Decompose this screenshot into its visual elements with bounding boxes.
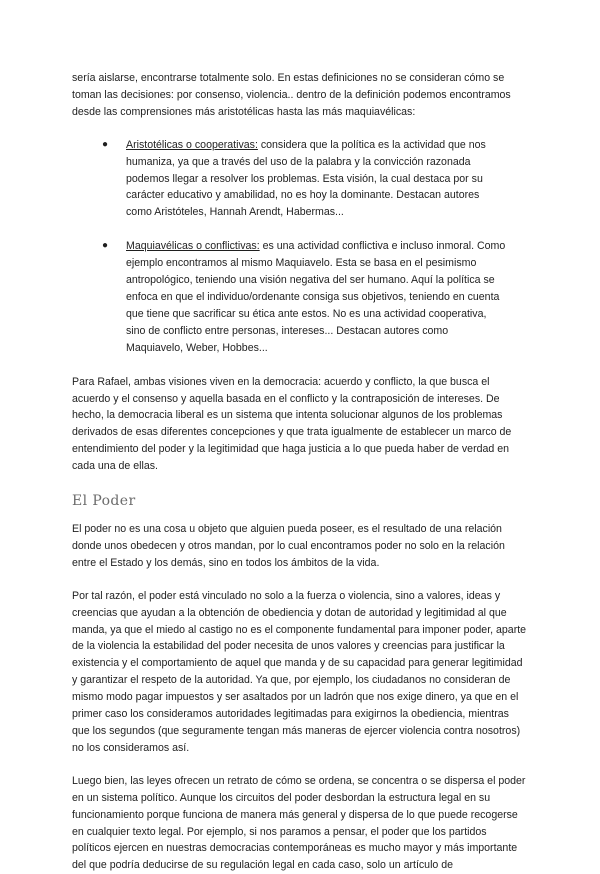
rafael-paragraph: Para Rafael, ambas visiones viven en la democracia: acuerdo y conflicto, la que busca el acuerdo y el consenso y aquella basada en el conflicto y la contraposición de intereses. De hecho, la democracia liberal es un sistema que intenta solucionar algunos de los problemas derivados de esas diferentes concepciones y que trata igualmente de establecer un marco de entendimiento del poder y la legitimidad que haga justicia a lo que pueda haber de verdad en cada una de ellas. xyxy=(72,375,512,473)
intro-paragraph: sería aislarse, encontrarse totalmente solo. En estas definiciones no se consideran cómo se toman las decisiones: por consenso, violencia.. dentro de la definición podemos encontramos desde las comprensiones más aristotélicas hasta las más maquiavélicas: xyxy=(72,72,511,118)
poder-paragraph-3: Luego bien, las leyes ofrecen un retrato de cómo se ordena, se concentra o se dispersa el poder en un sistema político. Aunque los circuitos del poder desbordan la estructura legal en su funcionamiento porque funciona de manera más general y dispersa de lo que puede recogerse en cualquier texto legal. Por ejemplo, si nos paramos a pensar, el poder que los partidos políticos ejercen en nuestras democracias contemporáneas es mucho mayor y más importante del que podría deducirse de su regulación legal en cada caso, solo un artículo de xyxy=(72,774,526,872)
definition-text: considera que la política es la actividad que nos humaniza, ya que a través del uso de la palabra y la convicción razonada podemos llegar a resolver los problemas. Esta visión, la cual destaca por su carácter educativo y amabilidad, no es hoy la dominante. Destacan autores como Aristóteles, Hannah Arendt, Habermas... xyxy=(126,138,486,219)
bullet-icon: ● xyxy=(102,138,109,150)
poder-paragraph-1: El poder no es una cosa u objeto que alguien pueda poseer, es el resultado de una relación donde unos obedecen y otros mandan, por lo cual encontramos poder no solo en la relación entre el Estado y los demás, sino en todos los ámbitos de la vida. xyxy=(72,523,505,569)
definition-term: Aristotélicas o cooperativas: xyxy=(126,138,258,151)
section-heading: El Poder xyxy=(72,493,136,510)
definitions-list xyxy=(72,137,528,357)
definition-aristotelicas xyxy=(100,137,528,222)
definition-text: es una actividad conflictiva e incluso inmoral. Como ejemplo encontramos al mismo Maquiavelo. Esta se basa en el pesimismo antropológico, teniendo una visión negativa del ser humano. Aquí la política se enfoca en que el individuo/ordenante consiga sus objetivos, teniendo en cuenta que tiene que sacrificar su ética ante estos. No es una actividad cooperativa, sino de conflicto entre personas, intereses... Destacan autores como Maquiavelo, Weber, Hobbes... xyxy=(126,240,506,354)
definition-term: Maquiavélicas o conflictivas: xyxy=(126,240,260,253)
bullet-icon: ● xyxy=(102,240,109,252)
poder-paragraph-2: Por tal razón, el poder está vinculado no solo a la fuerza o violencia, sino a valores, ideas y creencias que ayudan a la obtención de obediencia y dotan de autoridad y legitimidad al que manda, ya que el miedo al castigo no es el componente fundamental para imponer poder, aparte de la violencia la estabilidad del poder necesita de unos valores y creencias para justificar la existencia y el comportamiento de aquel que manda y de su capacidad para generar legitimidad y garantizar el respeto de la autoridad. Ya que, por ejemplo, los ciudadanos no consideran de mismo modo pagar impuestos y ser asaltados por un ladrón que nos exige dinero, ya que en el primer caso los consideramos autoridades legitimadas para exigirnos la obediencia, mientras que los segundos (que seguramente tengan más maneras de ejercer violencia contra nosotros) no los consideramos así. xyxy=(72,589,527,754)
definition-maquiavelicas xyxy=(100,238,528,356)
